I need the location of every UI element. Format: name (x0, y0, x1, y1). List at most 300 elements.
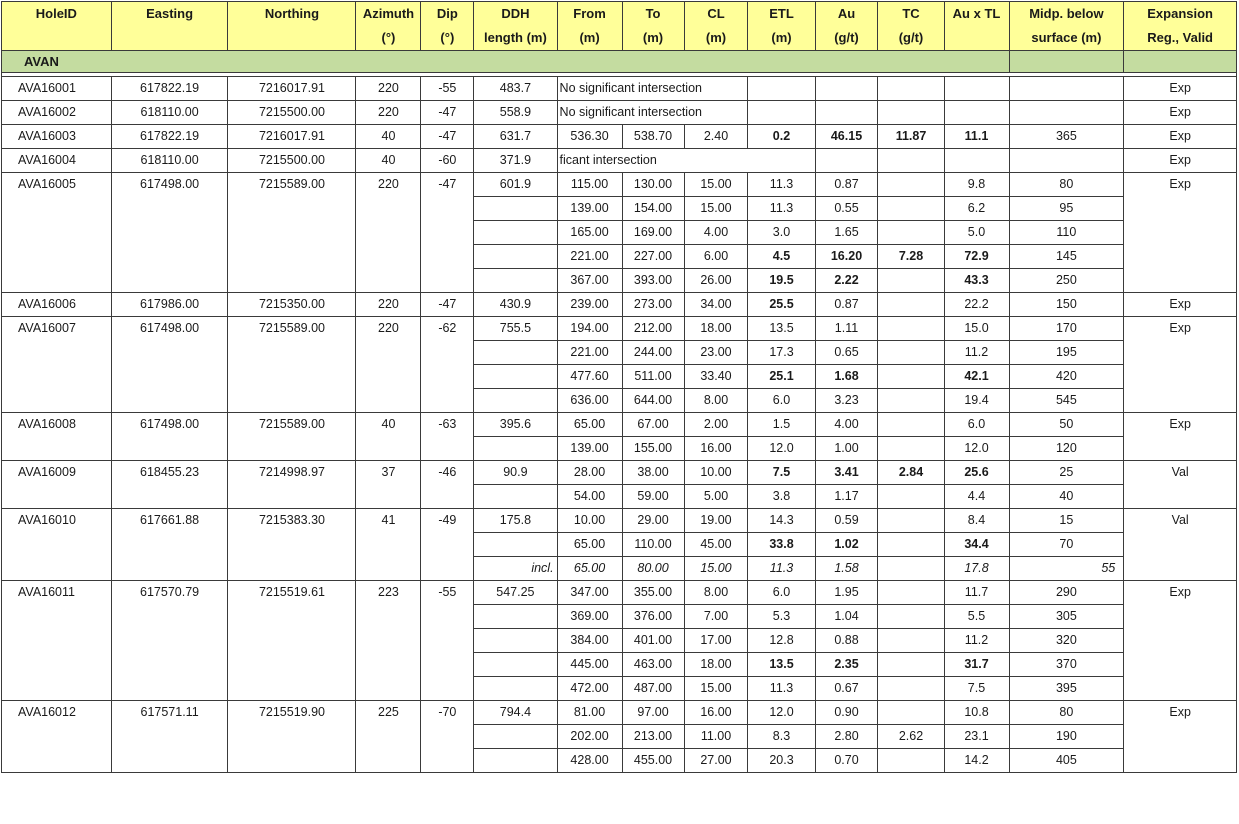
au-grade: 1.68 (815, 365, 878, 389)
cut-grade (878, 293, 944, 317)
cut-grade: 11.87 (878, 125, 944, 149)
cut-grade (878, 485, 944, 509)
empty-cell (815, 101, 878, 125)
midpoint-depth: 150 (1009, 293, 1124, 317)
to-depth: 80.00 (622, 557, 684, 581)
header-dip: Dip (421, 2, 474, 27)
hole-id: AVA16009 (2, 461, 112, 509)
au-x-tl: 22.2 (944, 293, 1009, 317)
from-depth: 28.00 (557, 461, 622, 485)
midpoint-depth: 405 (1009, 749, 1124, 773)
au-x-tl: 11.1 (944, 125, 1009, 149)
au-grade: 3.41 (815, 461, 878, 485)
true-length: 13.5 (748, 653, 815, 677)
core-length: 27.00 (684, 749, 748, 773)
from-depth: 367.00 (557, 269, 622, 293)
true-length: 5.3 (748, 605, 815, 629)
midpoint-depth: 145 (1009, 245, 1124, 269)
empty-cell (878, 77, 944, 101)
ddh-length-empty (474, 269, 557, 293)
true-length: 1.5 (748, 413, 815, 437)
dip: -63 (421, 413, 474, 461)
to-depth: 213.00 (622, 725, 684, 749)
midpoint-depth: 80 (1009, 701, 1124, 725)
core-length: 23.00 (684, 341, 748, 365)
to-depth: 376.00 (622, 605, 684, 629)
dip: -46 (421, 461, 474, 509)
midpoint-depth: 55 (1009, 557, 1124, 581)
header-cl-unit: (m) (684, 26, 748, 51)
core-length: 8.00 (684, 389, 748, 413)
au-grade: 3.23 (815, 389, 878, 413)
empty-cell (944, 149, 1009, 173)
midpoint-depth: 70 (1009, 533, 1124, 557)
from-depth: 65.00 (557, 557, 622, 581)
to-depth: 227.00 (622, 245, 684, 269)
au-grade: 0.65 (815, 341, 878, 365)
ddh-length-empty (474, 605, 557, 629)
core-length: 19.00 (684, 509, 748, 533)
to-depth: 155.00 (622, 437, 684, 461)
midpoint-depth (1009, 77, 1124, 101)
dip: -47 (421, 101, 474, 125)
au-grade: 1.02 (815, 533, 878, 557)
hole-id: AVA16010 (2, 509, 112, 581)
expansion-status: Val (1124, 509, 1237, 581)
core-length: 2.00 (684, 413, 748, 437)
table-row (2, 509, 1237, 533)
au-x-tl: 23.1 (944, 725, 1009, 749)
header-to-unit: (m) (622, 26, 684, 51)
to-depth: 244.00 (622, 341, 684, 365)
core-length: 45.00 (684, 533, 748, 557)
dip: -47 (421, 125, 474, 149)
from-depth: 194.00 (557, 317, 622, 341)
core-length: 18.00 (684, 317, 748, 341)
from-depth: 81.00 (557, 701, 622, 725)
au-x-tl: 11.2 (944, 341, 1009, 365)
header-tc: TC (878, 2, 944, 27)
midpoint-depth (1009, 149, 1124, 173)
dip: -55 (421, 581, 474, 701)
core-length: 5.00 (684, 485, 748, 509)
core-length: 16.00 (684, 437, 748, 461)
from-depth: 239.00 (557, 293, 622, 317)
au-grade: 0.55 (815, 197, 878, 221)
cut-grade: 2.62 (878, 725, 944, 749)
cut-grade (878, 269, 944, 293)
to-depth: 38.00 (622, 461, 684, 485)
midpoint-depth: 305 (1009, 605, 1124, 629)
empty-cell (815, 77, 878, 101)
hole-id: AVA16003 (2, 125, 112, 149)
cut-grade (878, 341, 944, 365)
ddh-length: 558.9 (474, 101, 557, 125)
midpoint-depth: 110 (1009, 221, 1124, 245)
section-exp-cell (1124, 51, 1237, 73)
dip: -55 (421, 77, 474, 101)
table-row (2, 293, 1237, 317)
from-depth: 165.00 (557, 221, 622, 245)
expansion-status: Exp (1124, 125, 1237, 149)
ddh-length: 794.4 (474, 701, 557, 725)
azimuth: 220 (356, 101, 421, 125)
true-length: 33.8 (748, 533, 815, 557)
table-row (2, 125, 1237, 149)
au-x-tl: 5.5 (944, 605, 1009, 629)
empty-cell (815, 149, 878, 173)
azimuth: 220 (356, 173, 421, 293)
dip: -49 (421, 509, 474, 581)
au-x-tl: 6.0 (944, 413, 1009, 437)
core-length: 15.00 (684, 677, 748, 701)
hole-id: AVA16006 (2, 293, 112, 317)
to-depth: 67.00 (622, 413, 684, 437)
au-grade: 0.90 (815, 701, 878, 725)
from-depth: 347.00 (557, 581, 622, 605)
table-row (2, 101, 1237, 125)
cut-grade (878, 413, 944, 437)
azimuth: 223 (356, 581, 421, 701)
table-row (2, 701, 1237, 725)
expansion-status: Exp (1124, 413, 1237, 461)
true-length: 3.8 (748, 485, 815, 509)
to-depth: 29.00 (622, 509, 684, 533)
table-row (2, 173, 1237, 197)
cut-grade (878, 221, 944, 245)
section-label: AVAN (2, 51, 1010, 73)
au-grade: 2.80 (815, 725, 878, 749)
au-x-tl: 14.2 (944, 749, 1009, 773)
from-depth: 477.60 (557, 365, 622, 389)
au-x-tl: 15.0 (944, 317, 1009, 341)
header-northing: Northing (228, 2, 356, 27)
au-x-tl: 43.3 (944, 269, 1009, 293)
header-auxtl: Au x TL (944, 2, 1009, 27)
ddh-length: 175.8 (474, 509, 557, 533)
northing: 7214998.97 (228, 461, 356, 509)
au-x-tl: 7.5 (944, 677, 1009, 701)
ddh-length-empty (474, 341, 557, 365)
core-length: 17.00 (684, 629, 748, 653)
header-au: Au (815, 2, 878, 27)
au-x-tl: 5.0 (944, 221, 1009, 245)
au-grade: 0.67 (815, 677, 878, 701)
northing: 7215589.00 (228, 413, 356, 461)
cut-grade (878, 653, 944, 677)
ddh-length-empty (474, 725, 557, 749)
au-x-tl: 9.8 (944, 173, 1009, 197)
hole-id: AVA16007 (2, 317, 112, 413)
core-length: 6.00 (684, 245, 748, 269)
northing: 7215589.00 (228, 173, 356, 293)
from-depth: 139.00 (557, 197, 622, 221)
core-length: 7.00 (684, 605, 748, 629)
to-depth: 644.00 (622, 389, 684, 413)
include-label: incl. (474, 557, 557, 581)
midpoint-depth: 195 (1009, 341, 1124, 365)
core-length: 10.00 (684, 461, 748, 485)
ddh-length-empty (474, 629, 557, 653)
header-easting: Easting (111, 2, 228, 27)
empty-cell (748, 77, 815, 101)
au-grade: 0.87 (815, 293, 878, 317)
ddh-length: 601.9 (474, 173, 557, 197)
cut-grade (878, 749, 944, 773)
core-length: 33.40 (684, 365, 748, 389)
hole-id: AVA16011 (2, 581, 112, 701)
au-x-tl: 25.6 (944, 461, 1009, 485)
to-depth: 538.70 (622, 125, 684, 149)
midpoint-depth: 15 (1009, 509, 1124, 533)
midpoint-depth: 80 (1009, 173, 1124, 197)
core-length: 15.00 (684, 557, 748, 581)
au-x-tl: 72.9 (944, 245, 1009, 269)
to-depth: 273.00 (622, 293, 684, 317)
no-intersection-note: ficant intersection (557, 149, 815, 173)
header-easting-sub (111, 26, 228, 51)
ddh-length-empty (474, 485, 557, 509)
header-from-unit: (m) (557, 26, 622, 51)
easting: 617571.11 (111, 701, 228, 773)
true-length: 6.0 (748, 581, 815, 605)
from-depth: 221.00 (557, 341, 622, 365)
expansion-status: Exp (1124, 701, 1237, 773)
empty-cell (748, 101, 815, 125)
easting: 617661.88 (111, 509, 228, 581)
true-length: 13.5 (748, 317, 815, 341)
header-auxtl-sub (944, 26, 1009, 51)
header-holeid-sub (2, 26, 112, 51)
azimuth: 220 (356, 317, 421, 413)
au-grade: 1.95 (815, 581, 878, 605)
au-x-tl: 10.8 (944, 701, 1009, 725)
au-x-tl: 11.7 (944, 581, 1009, 605)
table-row (2, 317, 1237, 341)
from-depth: 445.00 (557, 653, 622, 677)
true-length: 20.3 (748, 749, 815, 773)
true-length: 8.3 (748, 725, 815, 749)
azimuth: 225 (356, 701, 421, 773)
true-length: 7.5 (748, 461, 815, 485)
ddh-length-empty (474, 197, 557, 221)
core-length: 8.00 (684, 581, 748, 605)
northing: 7215500.00 (228, 149, 356, 173)
header-northing-sub (228, 26, 356, 51)
au-grade: 1.04 (815, 605, 878, 629)
empty-cell (878, 149, 944, 173)
to-depth: 511.00 (622, 365, 684, 389)
true-length: 12.0 (748, 701, 815, 725)
from-depth: 221.00 (557, 245, 622, 269)
core-length: 11.00 (684, 725, 748, 749)
cut-grade (878, 581, 944, 605)
midpoint-depth (1009, 101, 1124, 125)
northing: 7216017.91 (228, 125, 356, 149)
section-midp-cell (1009, 51, 1124, 73)
header-ddh-unit: length (m) (474, 26, 557, 51)
core-length: 16.00 (684, 701, 748, 725)
core-length: 18.00 (684, 653, 748, 677)
cut-grade (878, 629, 944, 653)
au-grade: 1.00 (815, 437, 878, 461)
au-x-tl: 8.4 (944, 509, 1009, 533)
au-x-tl: 17.8 (944, 557, 1009, 581)
to-depth: 110.00 (622, 533, 684, 557)
ddh-length-empty (474, 365, 557, 389)
to-depth: 130.00 (622, 173, 684, 197)
true-length: 0.2 (748, 125, 815, 149)
core-length: 34.00 (684, 293, 748, 317)
from-depth: 65.00 (557, 413, 622, 437)
expansion-status: Exp (1124, 77, 1237, 101)
true-length: 12.0 (748, 437, 815, 461)
hole-id: AVA16001 (2, 77, 112, 101)
au-x-tl: 42.1 (944, 365, 1009, 389)
table-row (2, 77, 1237, 101)
ddh-length-empty (474, 653, 557, 677)
azimuth: 41 (356, 509, 421, 581)
easting: 617498.00 (111, 413, 228, 461)
empty-cell (878, 101, 944, 125)
azimuth: 40 (356, 149, 421, 173)
au-x-tl: 34.4 (944, 533, 1009, 557)
au-x-tl: 11.2 (944, 629, 1009, 653)
no-intersection-note: No significant intersection (557, 77, 748, 101)
cut-grade (878, 389, 944, 413)
ddh-length: 483.7 (474, 77, 557, 101)
header-azimuth-unit: (°) (356, 26, 421, 51)
northing: 7215519.90 (228, 701, 356, 773)
easting: 618110.00 (111, 149, 228, 173)
core-length: 2.40 (684, 125, 748, 149)
easting: 618455.23 (111, 461, 228, 509)
cut-grade (878, 437, 944, 461)
to-depth: 455.00 (622, 749, 684, 773)
ddh-length-empty (474, 245, 557, 269)
true-length: 14.3 (748, 509, 815, 533)
easting: 617570.79 (111, 581, 228, 701)
true-length: 11.3 (748, 677, 815, 701)
midpoint-depth: 395 (1009, 677, 1124, 701)
true-length: 17.3 (748, 341, 815, 365)
ddh-length-empty (474, 677, 557, 701)
azimuth: 40 (356, 125, 421, 149)
au-grade: 0.70 (815, 749, 878, 773)
cut-grade (878, 533, 944, 557)
true-length: 11.3 (748, 557, 815, 581)
cut-grade (878, 317, 944, 341)
midpoint-depth: 40 (1009, 485, 1124, 509)
expansion-status: Exp (1124, 581, 1237, 701)
header-from: From (557, 2, 622, 27)
true-length: 6.0 (748, 389, 815, 413)
easting: 617498.00 (111, 317, 228, 413)
header-etl: ETL (748, 2, 815, 27)
cut-grade (878, 509, 944, 533)
true-length: 25.5 (748, 293, 815, 317)
table-row (2, 413, 1237, 437)
easting: 617986.00 (111, 293, 228, 317)
au-x-tl: 12.0 (944, 437, 1009, 461)
cut-grade: 7.28 (878, 245, 944, 269)
au-grade: 1.11 (815, 317, 878, 341)
header-holeid: HoleID (2, 2, 112, 27)
ddh-length-empty (474, 749, 557, 773)
true-length: 11.3 (748, 197, 815, 221)
cut-grade (878, 365, 944, 389)
midpoint-depth: 365 (1009, 125, 1124, 149)
hole-id: AVA16002 (2, 101, 112, 125)
to-depth: 463.00 (622, 653, 684, 677)
ddh-length: 755.5 (474, 317, 557, 341)
empty-cell (944, 77, 1009, 101)
ddh-length-empty (474, 221, 557, 245)
from-depth: 202.00 (557, 725, 622, 749)
to-depth: 169.00 (622, 221, 684, 245)
ddh-length: 395.6 (474, 413, 557, 437)
au-grade: 2.35 (815, 653, 878, 677)
ddh-length-empty (474, 389, 557, 413)
ddh-length: 547.25 (474, 581, 557, 605)
dip: -62 (421, 317, 474, 413)
from-depth: 139.00 (557, 437, 622, 461)
expansion-status: Exp (1124, 149, 1237, 173)
core-length: 26.00 (684, 269, 748, 293)
to-depth: 59.00 (622, 485, 684, 509)
dip: -47 (421, 173, 474, 293)
au-x-tl: 31.7 (944, 653, 1009, 677)
ddh-length: 631.7 (474, 125, 557, 149)
cut-grade (878, 605, 944, 629)
au-grade: 1.65 (815, 221, 878, 245)
true-length: 25.1 (748, 365, 815, 389)
true-length: 3.0 (748, 221, 815, 245)
to-depth: 355.00 (622, 581, 684, 605)
section-row (2, 51, 1237, 73)
midpoint-depth: 50 (1009, 413, 1124, 437)
cut-grade (878, 197, 944, 221)
dip: -60 (421, 149, 474, 173)
ddh-length: 90.9 (474, 461, 557, 485)
table-body (2, 51, 1237, 773)
northing: 7215383.30 (228, 509, 356, 581)
true-length: 19.5 (748, 269, 815, 293)
midpoint-depth: 420 (1009, 365, 1124, 389)
azimuth: 37 (356, 461, 421, 509)
from-depth: 10.00 (557, 509, 622, 533)
header-midp: Midp. below (1009, 2, 1124, 27)
cut-grade (878, 701, 944, 725)
to-depth: 487.00 (622, 677, 684, 701)
midpoint-depth: 320 (1009, 629, 1124, 653)
header-dip-unit: (°) (421, 26, 474, 51)
northing: 7215589.00 (228, 317, 356, 413)
hole-id: AVA16012 (2, 701, 112, 773)
from-depth: 54.00 (557, 485, 622, 509)
au-grade: 1.58 (815, 557, 878, 581)
cut-grade (878, 173, 944, 197)
core-length: 15.00 (684, 173, 748, 197)
expansion-status: Exp (1124, 317, 1237, 413)
hole-id: AVA16004 (2, 149, 112, 173)
from-depth: 536.30 (557, 125, 622, 149)
expansion-status: Exp (1124, 101, 1237, 125)
easting: 617822.19 (111, 77, 228, 101)
au-grade: 0.87 (815, 173, 878, 197)
au-x-tl: 19.4 (944, 389, 1009, 413)
header-midp-unit: surface (m) (1009, 26, 1124, 51)
